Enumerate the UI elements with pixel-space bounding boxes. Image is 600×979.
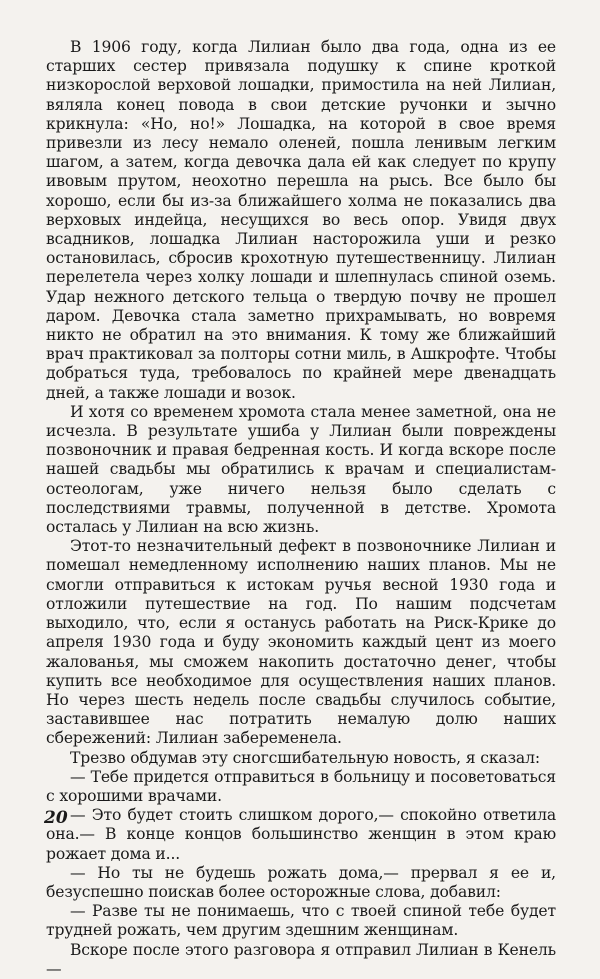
paragraph: Вскоре после этого разговора я отправил Лилиан в Кенель — (46, 940, 556, 978)
paragraph: И хотя со временем хромота стала менее заметной, она не исчезла. В результате ушиба у Лилиан были повреждены позвоночник и правая бедренная кость. И когда вскоре после нашей свадьбы мы обратились к врачам и специалистам-остеологам, уже ничего нельзя было сделать с последствиями травмы, полученной в детстве. Хромота осталась у Лилиан на всю жизнь. (46, 402, 556, 537)
paragraph: — Разве ты не понимаешь, что с твоей спиной тебе будет трудней рожать, чем другим здешним женщинам. (46, 902, 556, 940)
paragraph: Трезво обдумав эту сногсшибательную новость, я сказал: (70, 748, 540, 767)
paragraph: — Но ты не будешь рожать дома,— прервал я ее и, безуспешно поискав более осторожные слова, добавил: (46, 863, 556, 901)
paragraph: В 1906 году, когда Лилиан было два года, одна из ее старших сестер привязала подушку к спине кроткой низкорослой верховой лошадки, примостила на ней Лилиан, вяляла конец повода в свои детские ручонки и зычно крикнула: «Но, но!» Лошадка, на которой в свое время привезли из лесу немало оленей, пошла ленивым легким шагом, а затем, когда девочка дала ей как следует по крупу ивовым прутом, неохотно перешла на рысь. Все было бы хорошо, если бы из-за ближайшего холма не показались два верховых индейца, несущихся во весь опор. Увидя двух всадников, лошадка Лилиан насторожила уши и резко остановилась, сбросив крохотную путешественницу. Лилиан перелетела через холку лошади и шлепнулась спиной оземь. Удар нежного детского тельца о твердую почву не прошел даром. Девочка стала заметно прихрамывать, но вовремя никто не обратил на это внимания. К тому же ближайший врач практиковал за полторы сотни миль, в Ашкрофте. Чтобы добраться туда, требовалось по крайней мере двенадцать дней, а также лошади и возок. (46, 38, 556, 402)
paragraph: — Тебе придется отправиться в больницу и посоветоваться с хорошими врачами. (46, 767, 556, 805)
paragraph: Этот-то незначительный дефект в позвоночнике Лилиан и помешал немедленному исполнению наших планов. Мы не смогли отправиться к истокам ручья весной 1930 года и отложили путешествие на год. По нашим подсчетам выходило, что, если я останусь работать на Риск-Крике до апреля 1930 года и буду экономить каждый цент из моего жалованья, мы сможем накопить достаточно денег, чтобы купить все необходимое для осуществления наших планов. Но через шесть недель после свадьбы случилось событие, заставившее нас потратить немалую долю наших сбережений: Лилиан забеременела. (46, 537, 556, 748)
page-number: 20 (44, 808, 68, 828)
page-text (46, 38, 556, 979)
paragraph: — Это будет стоить слишком дорого,— спокойно ответила она.— В конце концов большинство женщин в этом краю рожает дома и... (46, 806, 556, 863)
